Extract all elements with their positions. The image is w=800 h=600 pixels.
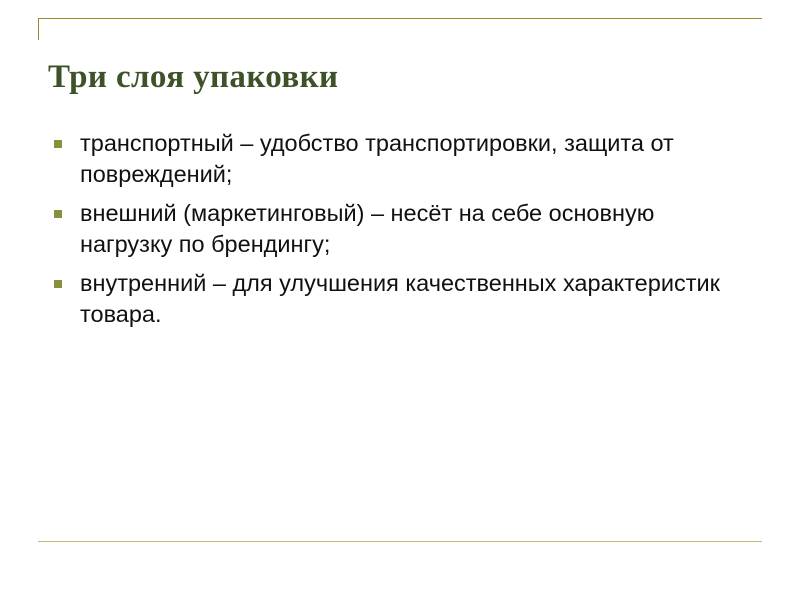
square-bullet-icon [54, 140, 62, 148]
square-bullet-icon [54, 210, 62, 218]
list-item-text: внутренний – для улучшения качественных характеристик товара. [80, 270, 720, 328]
list-item-text: внешний (маркетинговый) – несёт на себе основную нагрузку по брендингу; [80, 200, 655, 258]
top-divider-line [38, 18, 762, 19]
list-item [48, 198, 738, 260]
list-item-text: транспортный – удобство транспортировки, защита от повреждений; [80, 130, 674, 188]
bottom-divider-line [38, 541, 762, 542]
list-item [48, 128, 738, 190]
square-bullet-icon [54, 280, 62, 288]
bullet-list [48, 128, 738, 338]
list-item [48, 268, 738, 330]
top-divider-tick [38, 18, 39, 40]
slide-title: Три слоя упаковки [48, 59, 339, 96]
